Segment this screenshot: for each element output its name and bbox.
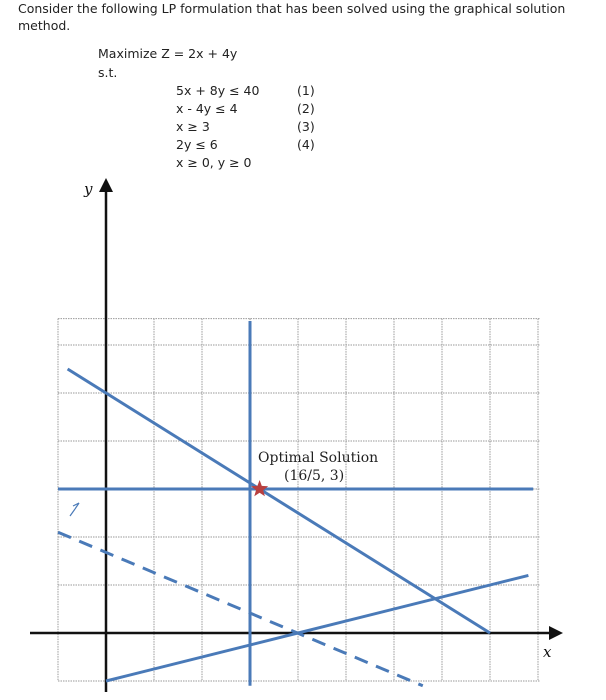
y-axis-arrowhead <box>99 178 113 192</box>
problem-intro: Consider the following LP formulation that has been solved using the graphical solution method. <box>18 1 566 33</box>
x-axis-label: x <box>543 643 552 661</box>
constraint-expression: x ≥ 0, y ≥ 0 <box>176 155 252 170</box>
y-axis-label: y <box>84 180 93 198</box>
objective-function: Maximize Z = 2x + 4y <box>98 46 238 61</box>
constraint-line-2 <box>106 575 528 681</box>
subject-to-label: s.t. <box>98 65 118 80</box>
constraint-expression: x - 4y ≤ 4 <box>176 101 238 116</box>
constraint-expression: 5x + 8y ≤ 40 <box>176 83 260 98</box>
constraint-line-1 <box>68 369 490 633</box>
constraint-expression: 2y ≤ 6 <box>176 137 218 152</box>
constraint-expression: x ≥ 3 <box>176 119 210 134</box>
x-axis-arrowhead <box>549 626 563 640</box>
constraint-number: (4) <box>297 137 315 152</box>
optimal-label-line2: (16/5, 3) <box>284 468 345 484</box>
axes <box>30 178 563 692</box>
pencil-mark <box>70 503 79 516</box>
constraint-number: (1) <box>297 83 315 98</box>
optimal-label-line1: Optimal Solution <box>258 450 379 466</box>
constraint-lines <box>58 321 533 686</box>
constraint-number: (3) <box>297 119 315 134</box>
constraint-number: (2) <box>297 101 315 116</box>
grid <box>58 319 540 681</box>
